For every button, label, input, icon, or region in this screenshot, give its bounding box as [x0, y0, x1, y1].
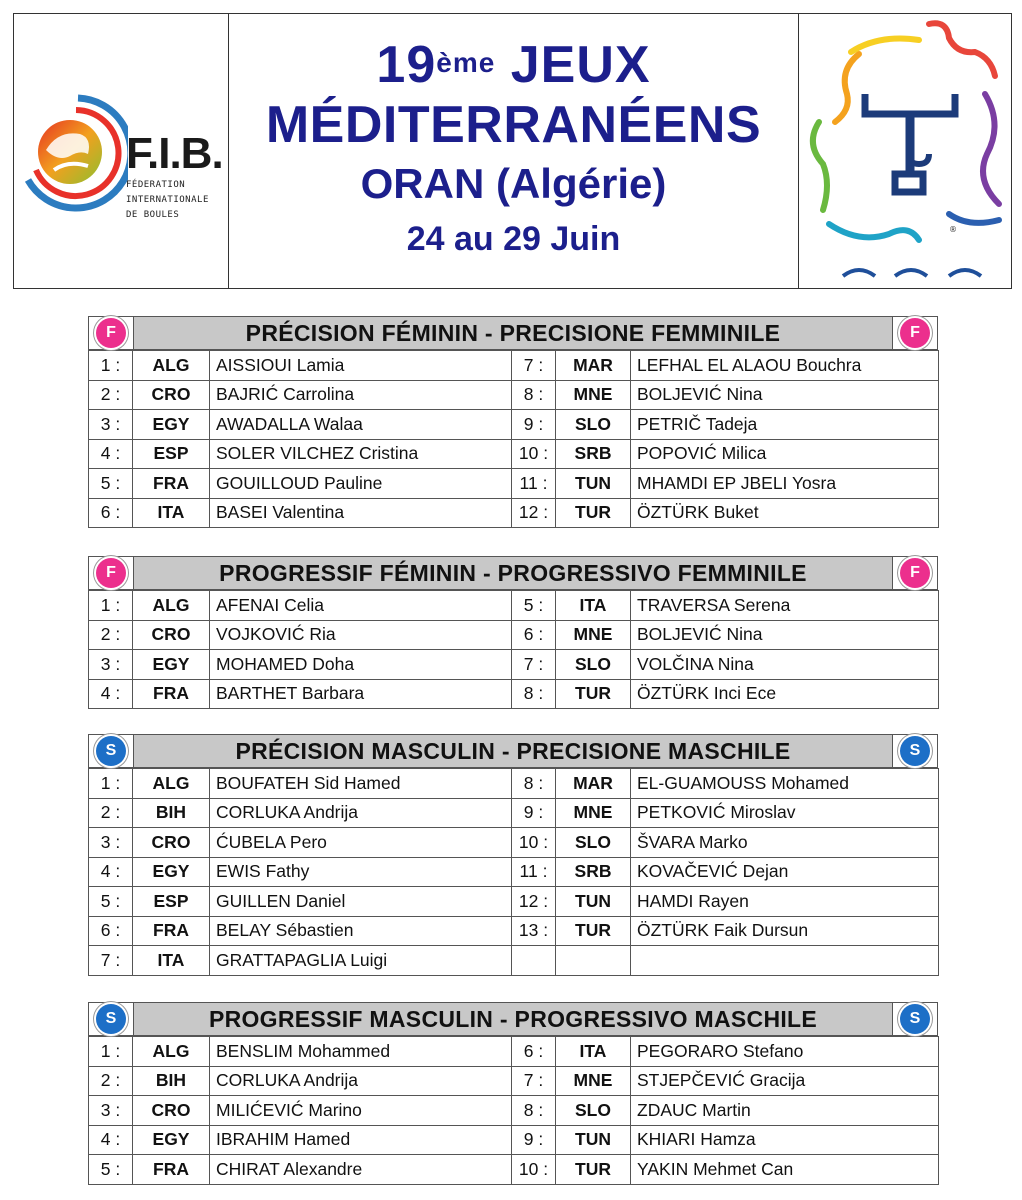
rank-left: 5 : — [89, 1155, 133, 1185]
rank-right: 9 : — [512, 1125, 556, 1155]
event-title-line-2: MÉDITERRANÉENS — [265, 96, 762, 154]
rank-right: 13 : — [512, 916, 556, 946]
athlete-name-right: MHAMDI EP JBELI Yosra — [631, 469, 939, 499]
edition-number: 19 — [376, 36, 437, 94]
female-badge-icon: F — [96, 318, 126, 348]
athlete-name-left: AFENAI Celia — [210, 591, 512, 621]
rank-left: 2 : — [89, 1066, 133, 1096]
table-row — [89, 769, 939, 799]
athlete-name-right: KOVAČEVIĆ Dejan — [631, 857, 939, 887]
country-code-left: EGY — [133, 857, 210, 887]
rank-right: 9 : — [512, 798, 556, 828]
event-title-line-1 — [229, 36, 798, 94]
athlete-name-left: GUILLEN Daniel — [210, 887, 512, 917]
rank-right: 8 : — [512, 1096, 556, 1126]
athlete-name-left: MOHAMED Doha — [210, 650, 512, 680]
table-row — [89, 620, 939, 650]
rank-right — [512, 946, 556, 976]
rank-left: 1 : — [89, 591, 133, 621]
section-header — [88, 734, 938, 768]
section-title: PRÉCISION FÉMININ - PRECISIONE FEMMINILE — [133, 317, 893, 349]
country-code-left: ALG — [133, 591, 210, 621]
fib-line-2: INTERNATIONALE — [126, 195, 209, 205]
fib-emblem-icon — [18, 90, 128, 220]
section-header — [88, 1002, 938, 1036]
table-row — [89, 857, 939, 887]
athlete-name-right: PETKOVIĆ Miroslav — [631, 798, 939, 828]
rank-right: 12 : — [512, 498, 556, 528]
female-badge-icon: F — [900, 318, 930, 348]
senior-badge-icon: S — [96, 1004, 126, 1034]
table-row — [89, 916, 939, 946]
fib-logo-text — [126, 129, 223, 221]
rank-left: 1 : — [89, 351, 133, 381]
rank-left: 2 : — [89, 798, 133, 828]
country-code-left: FRA — [133, 469, 210, 499]
country-code-right: TUR — [556, 1155, 631, 1185]
country-code-left: EGY — [133, 1125, 210, 1155]
rank-right: 8 : — [512, 769, 556, 799]
athlete-name-left: IBRAHIM Hamed — [210, 1125, 512, 1155]
country-code-right: TUN — [556, 887, 631, 917]
table-row — [89, 828, 939, 858]
female-badge-icon: F — [900, 558, 930, 588]
athlete-name-left: CORLUKA Andrija — [210, 1066, 512, 1096]
country-code-left: BIH — [133, 1066, 210, 1096]
athlete-name-right: BOLJEVIĆ Nina — [631, 380, 939, 410]
country-code-right: MAR — [556, 769, 631, 799]
rank-left: 3 : — [89, 828, 133, 858]
rank-left: 3 : — [89, 1096, 133, 1126]
country-code-right: TUN — [556, 469, 631, 499]
section-title: PROGRESSIF MASCULIN - PROGRESSIVO MASCHILE — [133, 1003, 893, 1035]
country-code-right: MNE — [556, 380, 631, 410]
rank-left: 7 : — [89, 946, 133, 976]
table-row — [89, 946, 939, 976]
table-row — [89, 351, 939, 381]
country-code-right: TUR — [556, 679, 631, 709]
section-precision-masculin — [88, 734, 938, 976]
athlete-name-right: TRAVERSA Serena — [631, 591, 939, 621]
rank-right: 10 : — [512, 828, 556, 858]
female-badge-icon: F — [96, 558, 126, 588]
athlete-name-right: ÖZTÜRK Faik Dursun — [631, 916, 939, 946]
section-title: PROGRESSIF FÉMININ - PROGRESSIVO FEMMINILE — [133, 557, 893, 589]
rank-left: 5 : — [89, 887, 133, 917]
rank-right: 12 : — [512, 887, 556, 917]
rank-right: 11 : — [512, 469, 556, 499]
country-code-left: EGY — [133, 650, 210, 680]
athlete-name-right — [631, 946, 939, 976]
country-code-left: ITA — [133, 946, 210, 976]
table-row — [89, 380, 939, 410]
country-code-right: ITA — [556, 1037, 631, 1067]
section-header — [88, 556, 938, 590]
participants-table — [88, 768, 939, 976]
section-progressif-feminin — [88, 556, 938, 709]
rank-left: 3 : — [89, 650, 133, 680]
athlete-name-right: PEGORARO Stefano — [631, 1037, 939, 1067]
athlete-name-left: CHIRAT Alexandre — [210, 1155, 512, 1185]
badge-right-wrap — [893, 557, 937, 589]
badge-left-wrap — [89, 1003, 133, 1035]
athlete-name-right: KHIARI Hamza — [631, 1125, 939, 1155]
country-code-right: SRB — [556, 439, 631, 469]
rank-left: 6 : — [89, 916, 133, 946]
event-location: ORAN (Algérie) — [360, 160, 667, 207]
rank-left: 2 : — [89, 620, 133, 650]
table-row — [89, 1037, 939, 1067]
table-row — [89, 650, 939, 680]
rank-left: 3 : — [89, 410, 133, 440]
rank-left: 6 : — [89, 498, 133, 528]
athlete-name-left: AISSIOUI Lamia — [210, 351, 512, 381]
rank-right: 6 : — [512, 620, 556, 650]
athlete-name-right: ŠVARA Marko — [631, 828, 939, 858]
country-code-left: FRA — [133, 679, 210, 709]
section-header — [88, 316, 938, 350]
country-code-left: CRO — [133, 620, 210, 650]
rank-right: 7 : — [512, 1066, 556, 1096]
rank-left: 4 : — [89, 679, 133, 709]
country-code-right: TUN — [556, 1125, 631, 1155]
country-code-right: SLO — [556, 828, 631, 858]
participants-table — [88, 1036, 939, 1185]
country-code-left: FRA — [133, 1155, 210, 1185]
country-code-left: CRO — [133, 828, 210, 858]
athlete-name-right: EL-GUAMOUSS Mohamed — [631, 769, 939, 799]
participants-table — [88, 350, 939, 528]
country-code-right: TUR — [556, 498, 631, 528]
athlete-name-left: BARTHET Barbara — [210, 679, 512, 709]
athlete-name-right: PETRIČ Tadeja — [631, 410, 939, 440]
athlete-name-right: ÖZTÜRK Buket — [631, 498, 939, 528]
country-code-right: MNE — [556, 620, 631, 650]
oran-2022-emblem-icon — [799, 14, 1011, 288]
athlete-name-right: VOLČINA Nina — [631, 650, 939, 680]
badge-right-wrap — [893, 735, 937, 767]
country-code-left: ALG — [133, 1037, 210, 1067]
country-code-right: SRB — [556, 857, 631, 887]
rank-right: 11 : — [512, 857, 556, 887]
fib-abbr: F.I.B. — [126, 129, 223, 178]
athlete-name-left: BOUFATEH Sid Hamed — [210, 769, 512, 799]
rank-right: 8 : — [512, 679, 556, 709]
rank-right: 9 : — [512, 410, 556, 440]
table-row — [89, 1066, 939, 1096]
athlete-name-left: GOUILLOUD Pauline — [210, 469, 512, 499]
country-code-right: TUR — [556, 916, 631, 946]
document-header — [13, 13, 1012, 289]
country-code-left: ITA — [133, 498, 210, 528]
senior-badge-icon: S — [900, 1004, 930, 1034]
badge-left-wrap — [89, 557, 133, 589]
table-row — [89, 1125, 939, 1155]
athlete-name-left: GRATTAPAGLIA Luigi — [210, 946, 512, 976]
athlete-name-right: ZDAUC Martin — [631, 1096, 939, 1126]
country-code-right: SLO — [556, 650, 631, 680]
badge-left-wrap — [89, 735, 133, 767]
athlete-name-right: LEFHAL EL ALAOU Bouchra — [631, 351, 939, 381]
country-code-left: FRA — [133, 916, 210, 946]
athlete-name-left: BELAY Sébastien — [210, 916, 512, 946]
table-row — [89, 591, 939, 621]
rank-left: 1 : — [89, 1037, 133, 1067]
rank-right: 7 : — [512, 650, 556, 680]
senior-badge-icon: S — [96, 736, 126, 766]
country-code-right: MNE — [556, 1066, 631, 1096]
country-code-right: ITA — [556, 591, 631, 621]
country-code-left: ESP — [133, 887, 210, 917]
rank-left: 1 : — [89, 769, 133, 799]
table-row — [89, 679, 939, 709]
athlete-name-left: BAJRIĆ Carrolina — [210, 380, 512, 410]
event-word: JEUX — [495, 36, 651, 94]
fib-line-1: FÉDERATION — [126, 180, 186, 190]
rank-right: 7 : — [512, 351, 556, 381]
athlete-name-left: CORLUKA Andrija — [210, 798, 512, 828]
athlete-name-left: MILIĆEVIĆ Marino — [210, 1096, 512, 1126]
rank-right: 10 : — [512, 1155, 556, 1185]
country-code-right — [556, 946, 631, 976]
athlete-name-right: STJEPČEVIĆ Gracija — [631, 1066, 939, 1096]
event-dates: 24 au 29 Juin — [406, 220, 621, 258]
country-code-left: EGY — [133, 410, 210, 440]
table-row — [89, 887, 939, 917]
badge-left-wrap — [89, 317, 133, 349]
country-code-right: MNE — [556, 798, 631, 828]
badge-right-wrap — [893, 317, 937, 349]
country-code-left: CRO — [133, 1096, 210, 1126]
section-title: PRÉCISION MASCULIN - PRECISIONE MASCHILE — [133, 735, 893, 767]
athlete-name-right: ÖZTÜRK Inci Ece — [631, 679, 939, 709]
svg-text:®: ® — [949, 225, 957, 234]
country-code-left: ALG — [133, 769, 210, 799]
event-title-block — [229, 14, 799, 288]
games-logo — [799, 14, 1011, 288]
country-code-right: SLO — [556, 410, 631, 440]
rank-right: 10 : — [512, 439, 556, 469]
athlete-name-left: AWADALLA Walaa — [210, 410, 512, 440]
table-row — [89, 798, 939, 828]
rank-left: 4 : — [89, 1125, 133, 1155]
table-row — [89, 1155, 939, 1185]
country-code-left: CRO — [133, 380, 210, 410]
country-code-left: ALG — [133, 351, 210, 381]
rank-left: 4 : — [89, 857, 133, 887]
country-code-right: MAR — [556, 351, 631, 381]
rank-left: 2 : — [89, 380, 133, 410]
edition-suffix: ème — [436, 47, 496, 78]
country-code-right: SLO — [556, 1096, 631, 1126]
section-progressif-masculin — [88, 1002, 938, 1185]
rank-right: 5 : — [512, 591, 556, 621]
fib-line-3: DE BOULES — [126, 210, 180, 220]
table-row — [89, 1096, 939, 1126]
athlete-name-right: HAMDI Rayen — [631, 887, 939, 917]
participants-table — [88, 590, 939, 709]
athlete-name-right: BOLJEVIĆ Nina — [631, 620, 939, 650]
fib-logo — [14, 14, 229, 288]
section-precision-feminin — [88, 316, 938, 528]
rank-right: 8 : — [512, 380, 556, 410]
country-code-left: BIH — [133, 798, 210, 828]
athlete-name-right: POPOVIĆ Milica — [631, 439, 939, 469]
badge-right-wrap — [893, 1003, 937, 1035]
athlete-name-left: SOLER VILCHEZ Cristina — [210, 439, 512, 469]
rank-left: 5 : — [89, 469, 133, 499]
table-row — [89, 439, 939, 469]
rank-right: 6 : — [512, 1037, 556, 1067]
athlete-name-left: VOJKOVIĆ Ria — [210, 620, 512, 650]
table-row — [89, 469, 939, 499]
athlete-name-left: ĆUBELA Pero — [210, 828, 512, 858]
athlete-name-left: BASEI Valentina — [210, 498, 512, 528]
athlete-name-right: YAKIN Mehmet Can — [631, 1155, 939, 1185]
table-row — [89, 498, 939, 528]
table-row — [89, 410, 939, 440]
athlete-name-left: EWIS Fathy — [210, 857, 512, 887]
rank-left: 4 : — [89, 439, 133, 469]
senior-badge-icon: S — [900, 736, 930, 766]
athlete-name-left: BENSLIM Mohammed — [210, 1037, 512, 1067]
country-code-left: ESP — [133, 439, 210, 469]
